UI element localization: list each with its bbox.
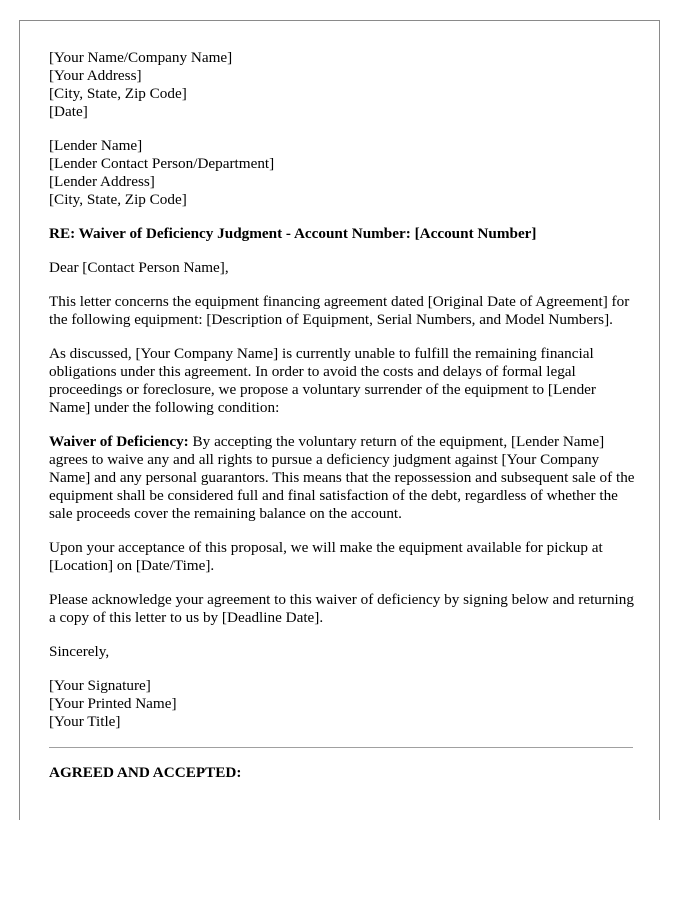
sender-city-state-zip: [City, State, Zip Code] [49, 85, 187, 102]
waiver-label: Waiver of Deficiency: [49, 433, 189, 450]
recipient-address: [Lender Address] [49, 173, 155, 190]
sender-name: [Your Name/Company Name] [49, 49, 233, 66]
letter-content [49, 49, 635, 798]
recipient-name: [Lender Name] [49, 137, 143, 154]
letter-date: [Date] [49, 103, 88, 120]
subject-line: RE: Waiver of Deficiency Judgment - Account Number: [Account Number] [49, 225, 537, 242]
letter-page [19, 20, 660, 820]
paragraph-agreement: This letter concerns the equipment financing agreement dated [Original Date of Agreement] for the following equipment: [Description of Equipment, Serial Numbers, and Model Numbers]. [49, 293, 630, 328]
printed-name-line: [Your Printed Name] [49, 695, 177, 712]
sender-address: [Your Address] [49, 67, 142, 84]
paragraph-waiver [49, 433, 635, 523]
title-line: [Your Title] [49, 713, 121, 730]
sender-block [49, 49, 635, 121]
salutation: Dear [Contact Person Name], [49, 259, 229, 276]
paragraph-acknowledge: Please acknowledge your agreement to this waiver of deficiency by signing below and returning a copy of this letter to us by [Deadline Date]. [49, 591, 634, 626]
recipient-contact: [Lender Contact Person/Department] [49, 155, 275, 172]
recipient-city-state-zip: [City, State, Zip Code] [49, 191, 187, 208]
recipient-block [49, 137, 635, 209]
acceptance-heading: AGREED AND ACCEPTED: [49, 764, 242, 781]
section-divider [49, 747, 633, 748]
closing: Sincerely, [49, 643, 110, 660]
signature-block [49, 677, 635, 731]
paragraph-pickup: Upon your acceptance of this proposal, we will make the equipment available for pickup at [Location] on [Date/Time]. [49, 539, 603, 574]
waiver-text: By accepting the voluntary return of the equipment, [Lender Name] agrees to waive any and all rights to pursue a deficiency judgment against [Your Company Name] and any personal guarantors. This means that the repossession and subsequent sale of the equipment shall be considered full and final satisfaction of the debt, regardless of whether the sale proceeds cover the remaining balance on the account. [49, 433, 635, 522]
signature-line: [Your Signature] [49, 677, 151, 694]
paragraph-proposal: As discussed, [Your Company Name] is currently unable to fulfill the remaining financial obligations under this agreement. In order to avoid the costs and delays of formal legal proceedings or foreclosure, we propose a voluntary surrender of the equipment to [Lender Name] under the following condition: [49, 345, 596, 416]
